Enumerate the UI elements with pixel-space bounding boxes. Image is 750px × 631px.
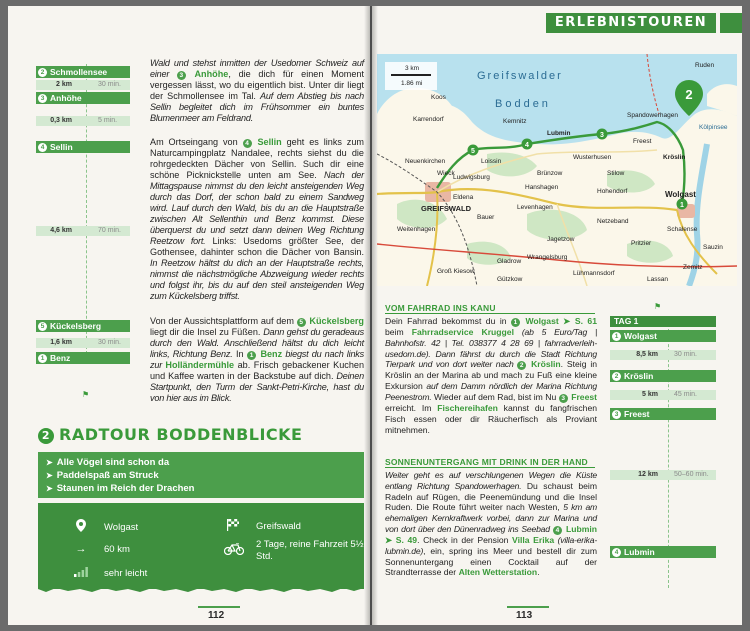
day-route-strip	[610, 316, 716, 586]
highlight-item: ➤ Staunen im Reich der Drachen	[46, 483, 195, 494]
tour-duration: 2 Tage, reine Fahrzeit 5½ Std.	[224, 539, 366, 563]
route-stop: 3 Freest	[610, 408, 716, 420]
route-distance: 0,3 km 5 min.	[36, 116, 130, 126]
torn-edge	[38, 585, 364, 593]
arrow-right-icon: →	[75, 543, 87, 555]
right-page	[372, 6, 742, 625]
map-city-label: GREIFSWALD	[421, 204, 471, 213]
route-stop: 1 Benz	[36, 352, 130, 364]
left-page	[8, 6, 370, 625]
svg-text:3: 3	[600, 132, 604, 139]
page-number: 112	[208, 610, 225, 621]
route-stop: 5 Kückelsberg	[36, 320, 130, 332]
route-stop	[36, 66, 130, 78]
stop-name: Schmollensee	[50, 67, 108, 77]
route-dashed-line	[86, 64, 87, 354]
location-pin-icon	[72, 519, 90, 535]
highlight-item: ➤ Alle Vögel sind schon da	[46, 457, 170, 468]
checkered-flag-icon	[224, 519, 242, 534]
tour-distance: → 60 km	[72, 543, 130, 555]
svg-text:4: 4	[525, 142, 529, 149]
paragraph-anhoehe: Wald und stehst inmitten der Usedomer Schweiz auf einer 3 Anhöhe, die dich für einen Moment vergessen lässt, wo du eigentlich bist. Unter dir liegt der Schmollensee im Tal. Auf dem Abstieg bis nach Sellin begleitet dich im Frühsommer ein buntes Blumenmeer am Feldrand.	[150, 58, 364, 123]
tour-end: Greifswald	[224, 519, 301, 534]
tour-highlights	[38, 452, 364, 498]
tour-map: 2 3 km 1.86 mi 5 4 3 1 Greifswalder Bodden GREIFSWALD Ruden Koos Karrendorf Kemnitz Lubmin Spandowerhagen Kröslin Wolgast Freest Loissin Ludwigsburg Neuenkirchen Wieck Eldena Brünzow Wusterhusen Hanshagen Levenhagen Weitenhagen Groß Kiesow Lühmannsdorf Lassan Netzeband Jagetzow Wrangelsburg Gladrow Pritzier Schalense Zemitz Sauzin Gützkow Bauer Hohendorf Stilow Kölpinsee	[377, 54, 737, 286]
route-distance: 4,6 km 70 min.	[36, 226, 130, 236]
map-water-label: Bodden	[495, 98, 551, 110]
highlight-item: ➤ Paddelspaß am Struck	[46, 470, 159, 481]
route-distance: 8,5 km 30 min.	[610, 350, 716, 360]
section-title: VOM FAHRRAD INS KANU	[385, 303, 496, 313]
svg-text:5: 5	[471, 148, 475, 155]
page-number: 113	[516, 610, 533, 621]
section-header: ERLEBNISTOUREN	[546, 13, 716, 33]
stop-number: 2	[38, 68, 47, 77]
route-distance: 2 km 30 min.	[36, 80, 130, 90]
book-gutter	[364, 6, 378, 625]
route-distance: 1,6 km 30 min.	[36, 338, 130, 348]
start-flag-icon: ⚑	[654, 302, 662, 311]
route-stop: 2 Kröslin	[610, 370, 716, 382]
route-distance: 12 km 50–60 min.	[610, 470, 716, 480]
paragraph-sellin: Am Ortseingang von 4 Sellin geht es links zum Naturcampingplatz Nandalee, rechts siehst du die rohrgedeckten Dächer von Sellin. Such dir eine schöne Picknickstelle unten am See. Nach der Mittagspause nimmst du den leicht ansteigenden Weg durch das Dorf, der schon bald zu einem Sandweg wird. Lauf durch den Wald, bis du an die Hauptstraße zwischen Alt Sellenthin und Benz kommst. Diese überquerst du und setzt dann deinen Weg Richtung Reetzow fort. Links: Usedoms größter See, der Gothensee, dahinter schon die Dächer von Bansin. In Reetzow hältst du dich an der Hauptstraße rechts, nimmst die nächstmögliche Abzweigung wieder rechts und folgst ihr, bis du auf den steil ansteigenden Weg zum Kückelsberg triffst.	[150, 137, 364, 301]
map-water-label: Greifswalder	[477, 70, 563, 82]
tour-info-box	[38, 503, 364, 589]
route-stop: 4 Lubmin	[610, 546, 716, 558]
bicycle-icon	[224, 543, 242, 558]
section-title: SONNENUNTERGANG MIT DRINK IN DER HAND	[385, 457, 588, 467]
route-stop: 1 Wolgast	[610, 330, 716, 342]
tour-title: 2 RADTOUR BODDENBLICKE	[38, 425, 302, 444]
tour-start: Wolgast	[72, 519, 138, 535]
tour-number-badge: 2	[38, 428, 54, 444]
arrow-bullet-icon: ➤	[46, 484, 53, 493]
svg-text:1: 1	[680, 202, 684, 209]
tour-difficulty: sehr leicht	[72, 567, 147, 580]
route-distance: 5 km 45 min.	[610, 390, 716, 400]
paragraph-kueckelsberg: Von der Aussichtsplattform auf dem 5 Kückelsberg liegt dir die Insel zu Füßen. Dann gehst du geradeaus durch den Wald. Anschließend hältst du dich leicht links, Richtung Benz. In 1 Benz biegst du nach links zur Holländermühle ab. Frisch gebackener Kuchen und Kaffee warten in der Backstube auf dich. Deinen Startpunkt, den Turm der Sankt-Petri-Kirche, hast du von hier aus im Blick.	[150, 316, 365, 403]
difficulty-bars-icon	[72, 567, 90, 580]
walking-route-strip	[36, 56, 130, 363]
day-label: TAG 1	[610, 316, 716, 327]
route-stop: 4 Sellin	[36, 141, 130, 153]
map-scale-km: 3 km	[405, 65, 420, 72]
map-tour-marker: 2	[685, 87, 693, 102]
section-text: Dein Fahrrad bekommst du in 1 Wolgast ➤ S. 61 beim Fahrradservice Kruggel (ab 5 Euro/Tag | Bahnhofstr. 42 | Tel. 038377 4 28 69 | fahrradverleih-usedom.de). Dann fährst du durch die Stadt Richtung Tierpark und von dort weiter nach 2 Kröslin. Steig in Kröslin an der Marina ab und mach zu Fuß eine kleine Exkursion auf dem Damm nördlich der Marina Richtung Peenestrom. Wieder auf dem Rad, bist im Nu 3 Freest erreicht. Im Fischereihafen kannst du fangfrischen Fisch essen oder dir Räucherfisch als Proviant mitnehmen.	[385, 316, 598, 435]
arrow-bullet-icon: ➤	[46, 458, 53, 467]
finish-flag-icon: ⚑	[82, 390, 90, 399]
route-stop: 3 Anhöhe	[36, 92, 130, 104]
section-text: Weiter geht es auf verschlungenen Wegen die Küste entlang Richtung Spandowerhagen. Du schaust beim Radeln auf Rügen, die Peenemündung und die Insel Ruden. Die Route führt weiter nach Westen, 5 km am ehemaligen Kernkraftwerk vorbei, dann zur Marina und von dort über den Dünenradweg ins Seebad 4 Lubmin ➤ S. 49. Check in der Pension Villa Erika (villa-erika-lubmin.de), ein, spring ins Meer und bestell dir zum Sonnenuntergang einen Cocktail auf der Strandterrasse der Alten Wetterstation.	[385, 470, 598, 578]
arrow-bullet-icon: ➤	[46, 471, 53, 480]
map-scale-mi: 1.86 mi	[401, 80, 423, 87]
